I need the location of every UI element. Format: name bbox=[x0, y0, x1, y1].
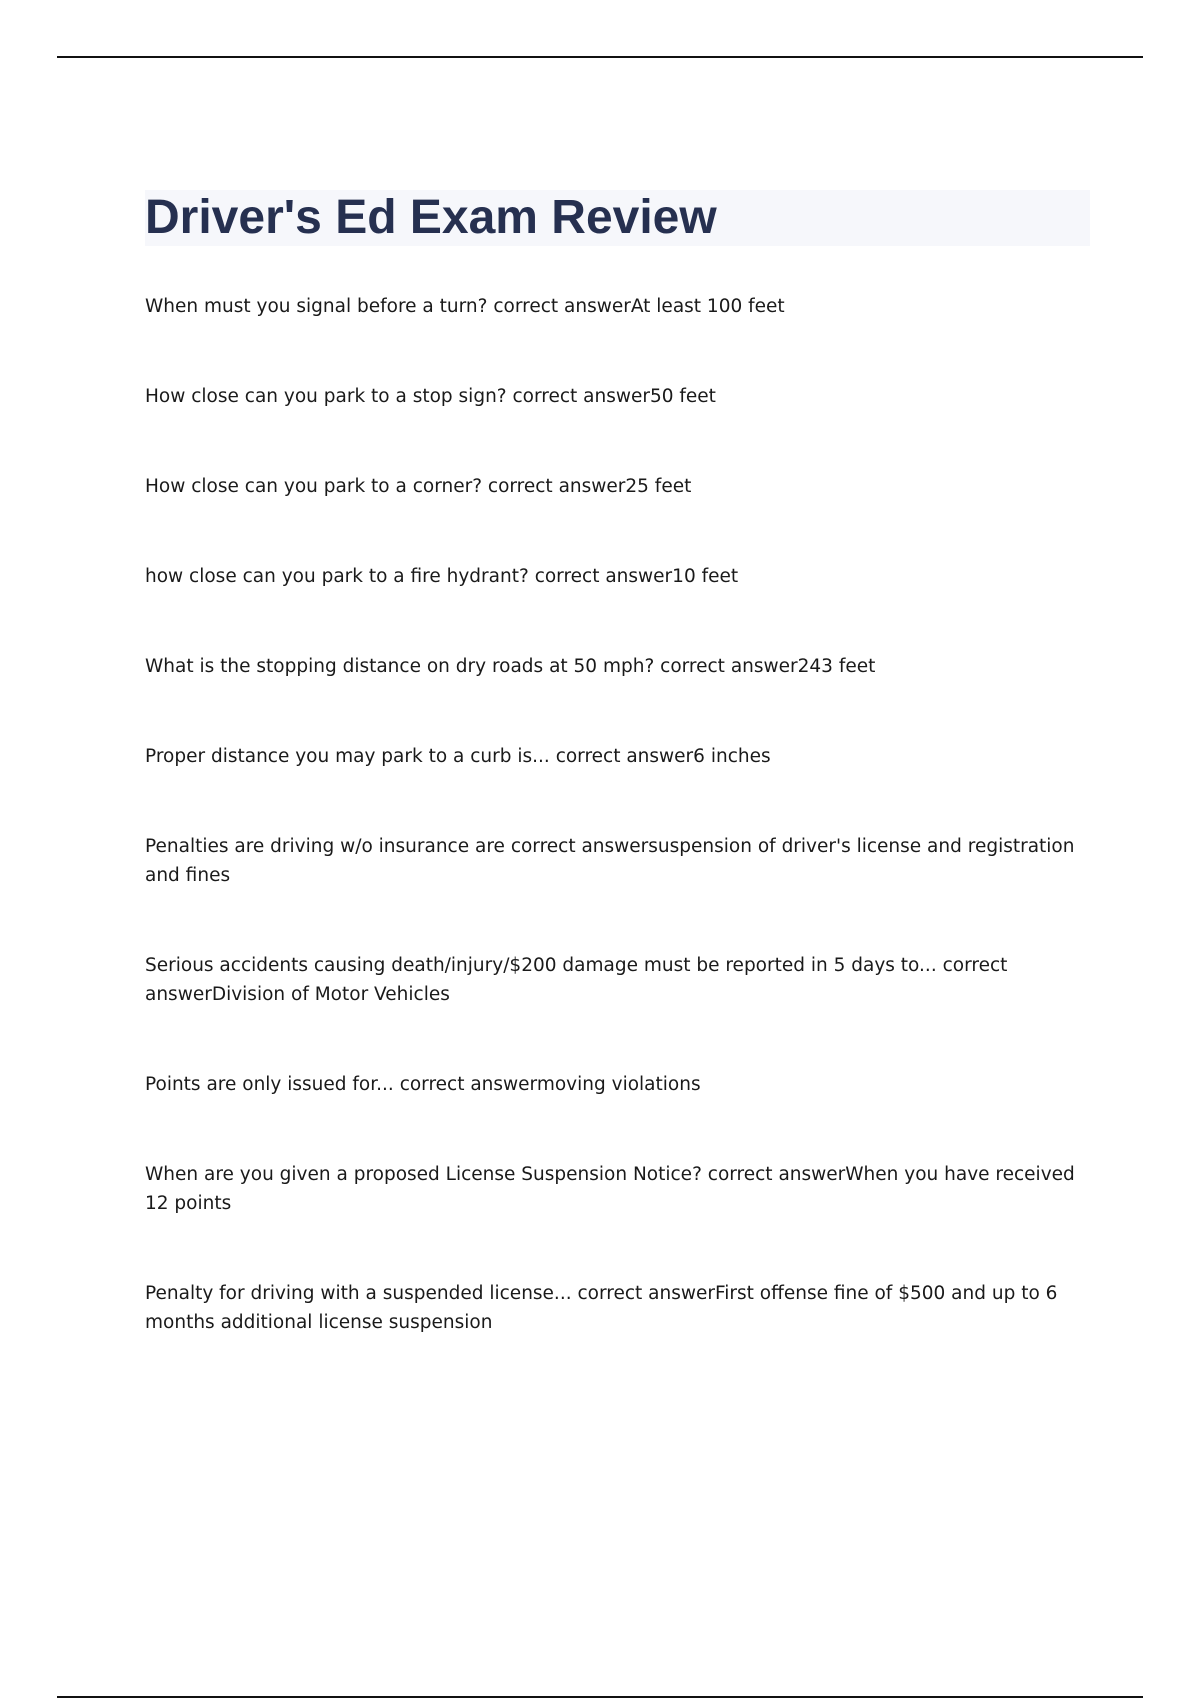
answer-text: When you have received 12 points bbox=[145, 1164, 1075, 1214]
answer-label: correct answer bbox=[510, 836, 649, 857]
question-text: Serious accidents causing death/injury/$200 damage must be reported in 5 days to... bbox=[145, 955, 937, 976]
answer-text: 10 feet bbox=[672, 566, 739, 587]
question-text: How close can you park to a stop sign? bbox=[145, 386, 507, 407]
qa-item bbox=[145, 742, 1090, 771]
answer-text: 50 feet bbox=[649, 386, 716, 407]
answer-text: 6 inches bbox=[693, 746, 771, 767]
qa-item bbox=[145, 472, 1090, 501]
question-text: When must you signal before a turn? bbox=[145, 296, 488, 317]
qa-item bbox=[145, 951, 1090, 1009]
question-text: Points are only issued for... bbox=[145, 1074, 394, 1095]
question-text: Proper distance you may park to a curb is... bbox=[145, 746, 550, 767]
qa-item bbox=[145, 1279, 1090, 1337]
qa-item bbox=[145, 292, 1090, 321]
qa-item bbox=[145, 1160, 1090, 1218]
top-rule bbox=[57, 56, 1143, 58]
answer-label: correct answer bbox=[493, 296, 631, 317]
answer-text: Division of Motor Vehicles bbox=[211, 984, 450, 1005]
qa-item bbox=[145, 562, 1090, 591]
bottom-rule bbox=[57, 1696, 1143, 1698]
answer-label: correct answer bbox=[660, 656, 798, 677]
question-text: What is the stopping distance on dry roads at 50 mph? bbox=[145, 656, 655, 677]
qa-item bbox=[145, 382, 1090, 411]
question-text: how close can you park to a fire hydrant? bbox=[145, 566, 529, 587]
answer-label: correct answer bbox=[534, 566, 673, 587]
qa-item bbox=[145, 832, 1090, 890]
qa-list bbox=[145, 292, 1090, 1398]
question-text: Penalties are driving w/o insurance are bbox=[145, 836, 505, 857]
document-title: Driver's Ed Exam Review bbox=[145, 191, 717, 244]
answer-label: correct answer bbox=[577, 1283, 715, 1304]
question-text: When are you given a proposed License Suspension Notice? bbox=[145, 1164, 702, 1185]
answer-text: At least 100 feet bbox=[630, 296, 785, 317]
answer-label: correct answer bbox=[399, 1074, 537, 1095]
qa-item bbox=[145, 652, 1090, 681]
answer-text: 243 feet bbox=[797, 656, 876, 677]
answer-text: First offense fine of $500 and up to 6 months additional license suspension bbox=[145, 1283, 1058, 1333]
qa-item bbox=[145, 1070, 1090, 1099]
question-text: Penalty for driving with a suspended license... bbox=[145, 1283, 572, 1304]
answer-label: correct answer bbox=[487, 476, 626, 497]
question-text: How close can you park to a corner? bbox=[145, 476, 483, 497]
answer-label: correct answer bbox=[512, 386, 650, 407]
answer-text: 25 feet bbox=[625, 476, 692, 497]
answer-label: correct answer bbox=[555, 746, 694, 767]
answer-text: moving violations bbox=[536, 1074, 701, 1095]
answer-text: suspension of driver's license and registration and fines bbox=[145, 836, 1075, 886]
answer-label: correct answer bbox=[707, 1164, 846, 1185]
answer-label: correct answer bbox=[145, 955, 1008, 1005]
